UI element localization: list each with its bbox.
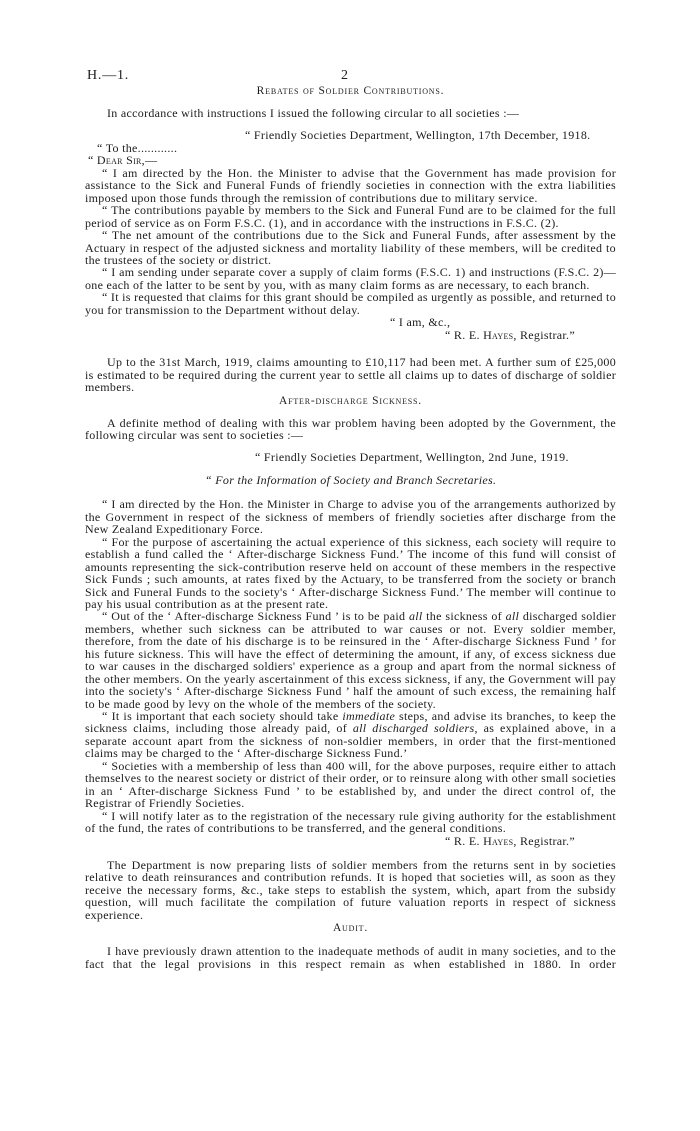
after-discharge-followup: The Department is now preparing lists of soldier members from the returns sent in by societies relative to death reinsurances and contribution refunds. It is hoped that societies will, as soon as they receive the necessary forms, &c., take steps to establish the system, which, apart from the subsidy question, will much facilitate the compilation of future valuation reports in respect of sickness experience. [85,858,616,922]
circular-salutation: “ Dear Sir,— [88,153,158,168]
audit-paragraph: I have previously drawn attention to the inadequate methods of audit in many societies, and to the fact that the legal provisions in this respect remain as when established in 1880. In order [85,944,616,971]
text-run: steps, and advise its branches, to keep the sickness claims, including those already paid, of [85,709,617,736]
circular-signature [85,835,616,847]
circular-signature [85,329,616,341]
text-run: , as explained above, in a separate account apart from the sickness of non-soldier members, in order that the first-mentioned claims may be charged to the ‘ After-discharge Sickness Fund.’ [85,721,616,761]
circular-paragraph: “ I am directed by the Hon. the Minister in Charge to advise you of the arrangements authorized by the Government in respect of the sickness of members of friendly societies after discharge from the New Zealand Expeditionary Force. [85,497,616,537]
section-heading-audit: Audit. [332,922,369,935]
circular-attention-line: “ For the Information of Society and Branch Secretaries. [205,472,497,487]
rebates-summary: Up to the 31st March, 1919, claims amounting to £10,117 had been met. A further sum of £25,000 is estimated to be required during the current year to settle all claims up to dates of discharge of soldier members. [85,355,616,395]
document-page [85,68,616,970]
circular-paragraph: “ For the purpose of ascertaining the actual experience of this sickness, each society will require to establish a fund called the ‘ After-discharge Sickness Fund.’ The income of this fund will consist of amounts representing the sick-contribution reserve held on account of these members in the respective Sick Funds ; such amounts, at rates fixed by the Actuary, to be transferred from the society or branch Sick and Funeral Funds to the society's ‘ After-discharge Sickness Fund.’ The member will continue to pay his usual contribution as at the present rate. [85,534,616,611]
signature-prefix: “ R. E. [445,833,484,848]
emphasis-run: all discharged soldiers [352,721,475,736]
circular-paragraph [85,610,616,710]
page-number: 2 [341,68,349,83]
circular-paragraph: “ It is requested that claims for this grant should be compiled as urgently as possible, and returned to you for transmission to the Department without delay. [85,290,616,317]
rebates-intro: In accordance with instructions I issued the following circular to all societies :— [107,106,520,120]
circular-address: “ To the............ [97,140,178,155]
text-run: “ Out of the ‘ After-discharge Sickness Fund ’ is to be paid [102,609,409,624]
signature-title: , Registrar.” [513,833,575,848]
signature-title: , Registrar.” [513,327,575,342]
circular-dateline: “ Friendly Societies Department, Wellington, 17th December, 1918. [245,128,591,143]
circular-paragraph: “ I am sending under separate cover a supply of claim forms (F.S.C. 1) and instructions (F.S.C. 2)—one each of the latter to be sent by you, with as many claim forms as are necessary, to each branch. [85,265,616,292]
signature-name: Hayes [483,327,514,342]
after-discharge-intro: A definite method of dealing with this war problem having been adopted by the Government, the following circular was sent to societies :— [85,415,616,442]
circular-paragraph [85,710,616,760]
circular-dateline: “ Friendly Societies Department, Wellington, 2nd June, 1919. [255,450,569,465]
emphasis-run: all [505,609,520,624]
circular-paragraph: “ Societies with a membership of less than 400 will, for the above purposes, require either to attach themselves to the nearest society or district of their order, or to reinsure along with other small societies in an ‘ After-discharge Sickness Fund ’ to be established by, and under the direct control of, the Registrar of Friendly Societies. [85,758,616,811]
emphasis-run: all [408,609,423,624]
circular-paragraph: “ The contributions payable by members to the Sick and Funeral Fund are to be claimed for the full period of service as on Form F.S.C. (1), and in accordance with the instructions in F.S.C. (2). [85,203,616,230]
circular-paragraph: “ The net amount of the contributions due to the Sick and Funeral Funds, after assessment by the Actuary in respect of the adjusted sickness and mortality liability of these members, will be credited to the trustees of the society or district. [85,228,616,267]
signature-name: Hayes [483,833,514,848]
text-run: the sickness of [422,609,506,624]
text-run: “ It is important that each society should take [102,709,343,724]
text-run: discharged soldier members, whether such sickness can be attributed to war causes or not. Every soldier member, therefore, from the date of his discharge is to be reinsured in the ‘ After-discharge Sickness Fund ’ for his future sickness. This will have the effect of determining the amount, if any, of excess sickness due to war causes in the discharged soldiers' experience as a group and apart from the normal sickness of the other members. On the yearly ascertainment of this excess sickness, if any, the Government will pay into the society's ‘ After-discharge Sickness Fund ’ half the amount of such excess, the remaining half to be made good by levy on the whole of the members of the society. [85,609,616,711]
section-heading-rebates: Rebates of Soldier Contributions. [256,85,445,97]
section-heading-after-discharge: After-discharge Sickness. [279,394,422,407]
emphasis-run: immediate [342,709,396,724]
circular-paragraph: “ I will notify later as to the registration of the necessary rule giving authority for the establishment of the fund, the rates of contributions to be transferred, and the general conditions. [85,808,616,836]
series-label: H.—1. [87,68,130,83]
circular-closing: “ I am, &c., [390,315,451,330]
running-head [85,68,616,84]
circular-paragraph: “ I am directed by the Hon. the Minister to advise that the Government has made provision for assistance to the Sick and Funeral Funds of friendly societies in connection with the extra liabilities imposed upon those funds through the remission of contributions due to military service. [85,165,616,205]
signature-prefix: “ R. E. [445,327,484,342]
